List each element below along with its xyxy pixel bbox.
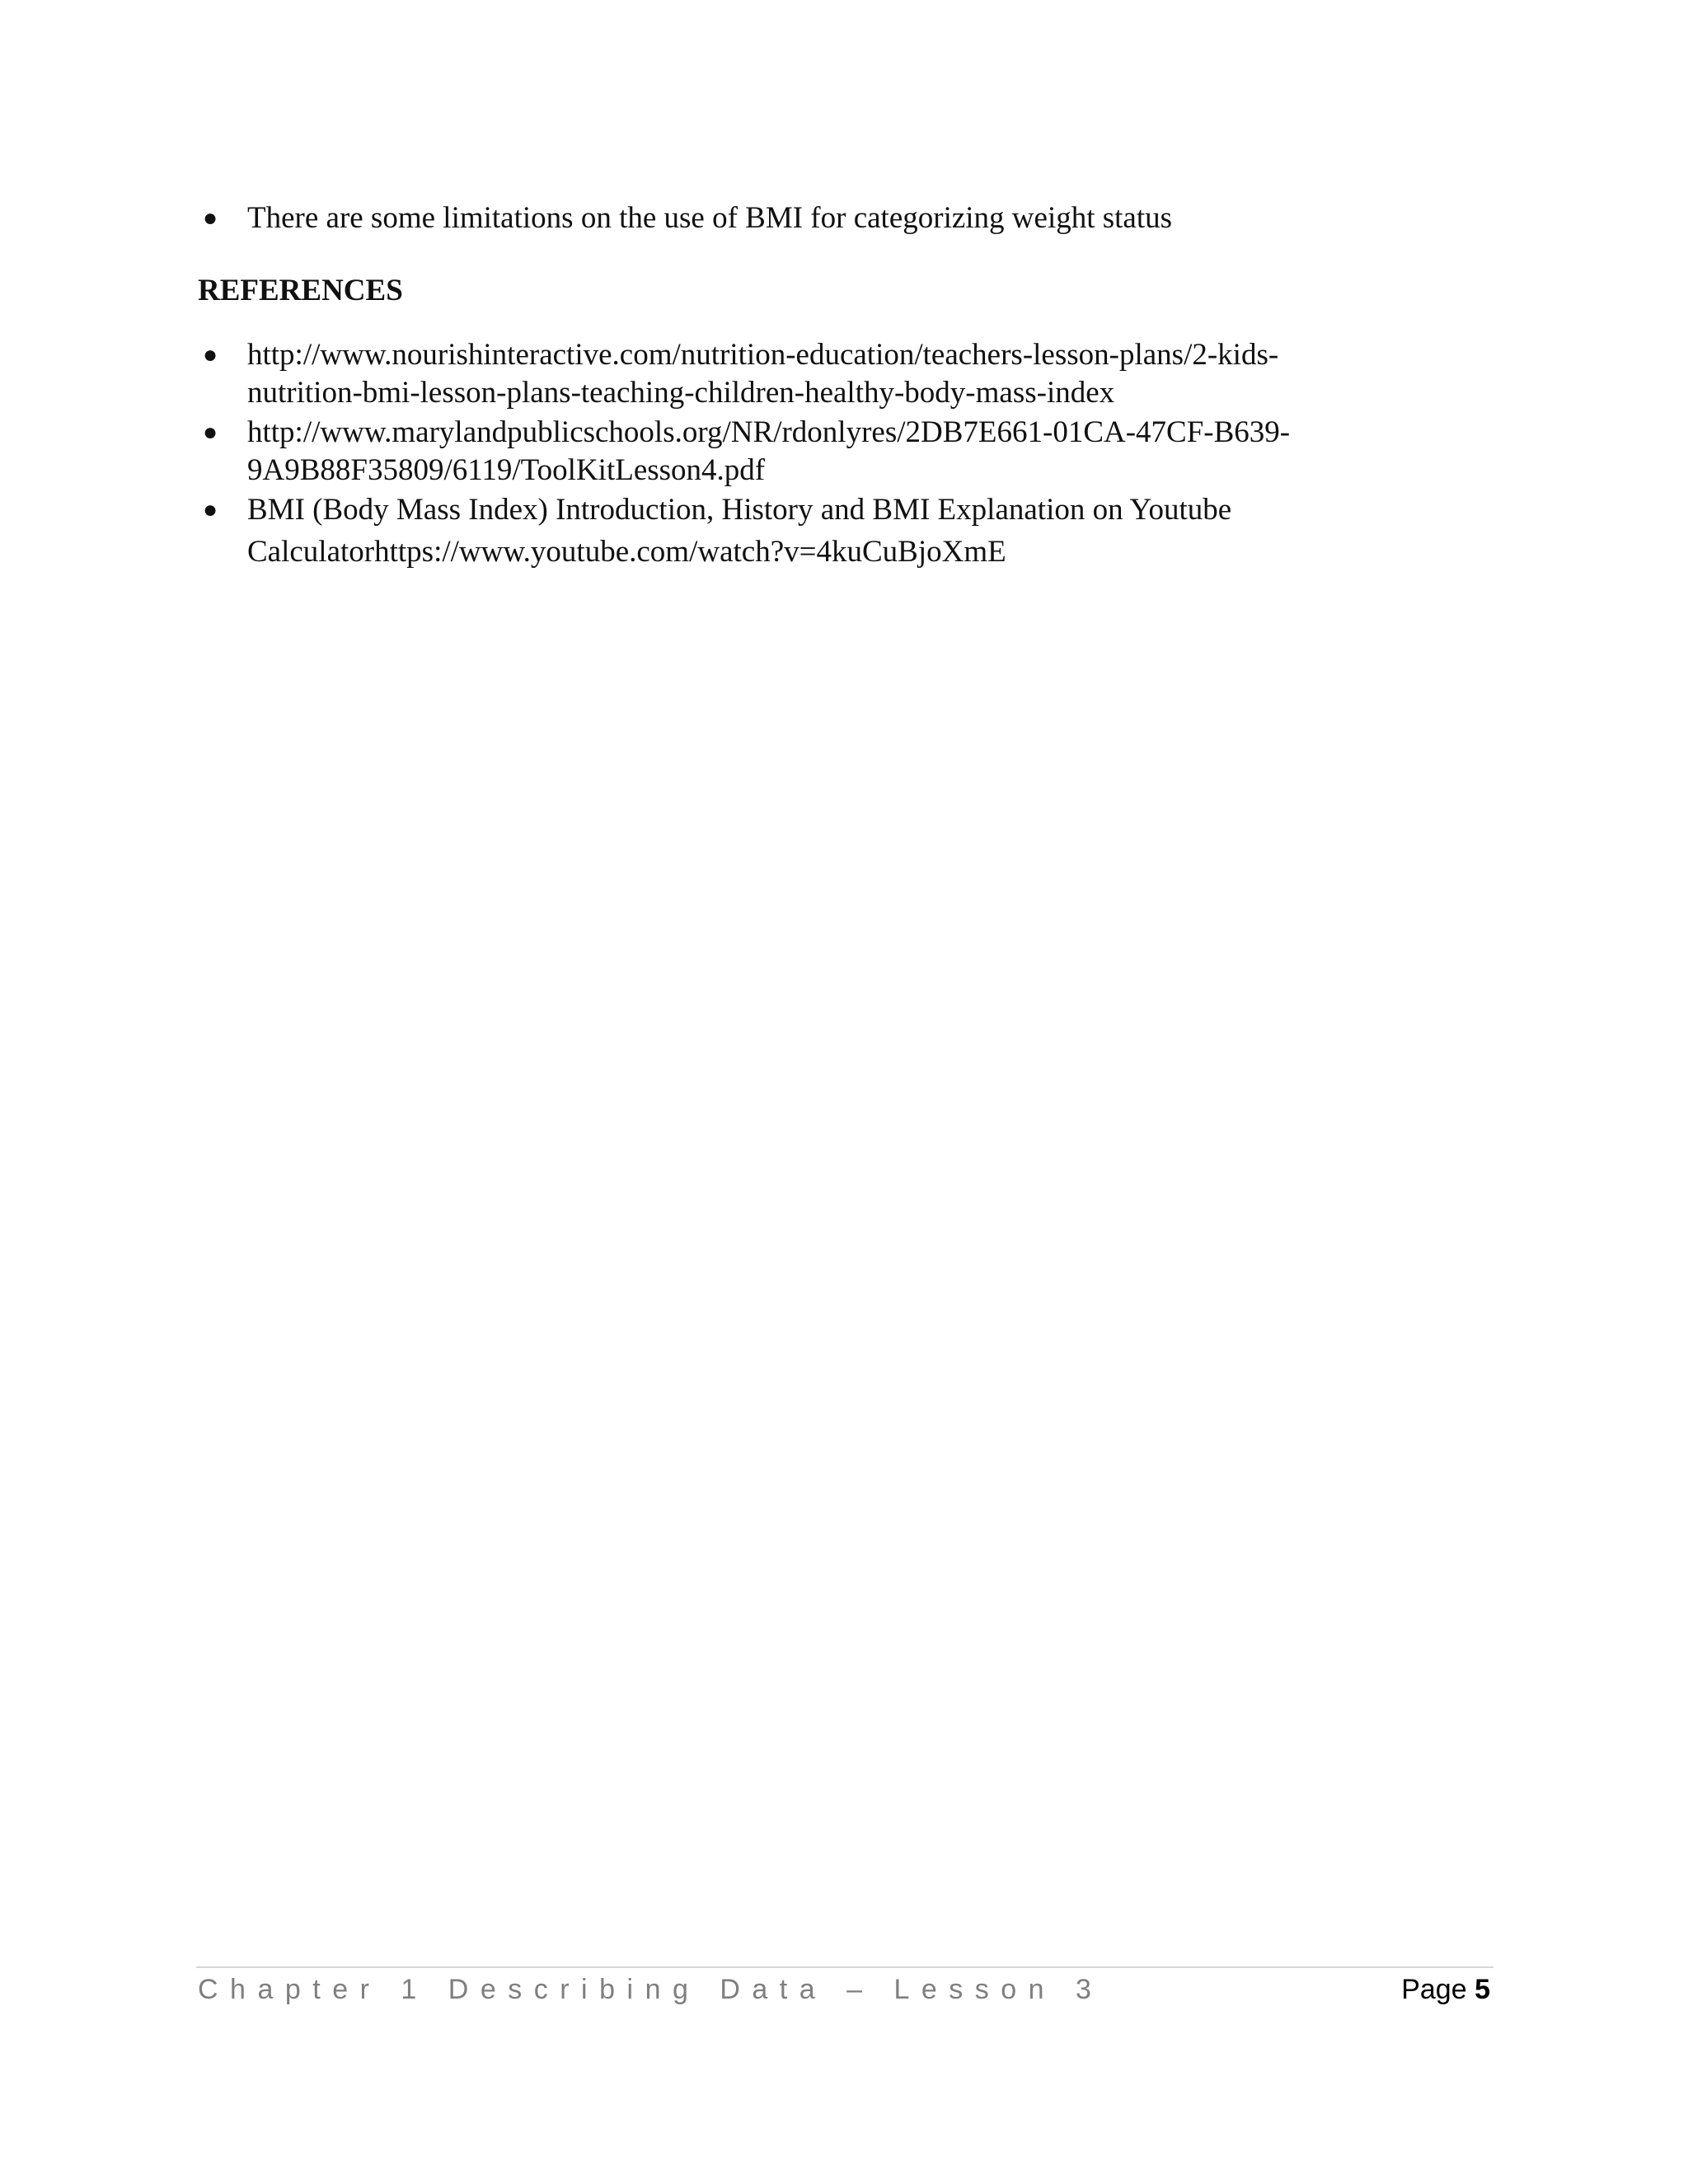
- references-list: [202, 336, 1451, 577]
- reference-link-line[interactable]: http://www.marylandpublicschools.org/NR/rdonlyres/2DB7E661-01CA-47CF-B639-: [247, 415, 1291, 449]
- reference-item: [202, 414, 1451, 490]
- list-item: [202, 199, 1451, 237]
- references-heading: REFERENCES: [198, 274, 403, 307]
- reference-link-line[interactable]: nutrition-bmi-lesson-plans-teaching-children-healthy-body-mass-index: [247, 376, 1115, 410]
- bullet-icon: ●: [202, 341, 218, 368]
- reference-link-line[interactable]: Calculatorhttps://www.youtube.com/watch?v=4kuCuBjoXmE: [247, 535, 1006, 569]
- bullet-icon: ●: [202, 419, 218, 446]
- reference-link-line[interactable]: 9A9B88F35809/6119/ToolKitLesson4.pdf: [247, 453, 766, 487]
- bullet-icon: ●: [202, 204, 218, 232]
- bullet-icon: ●: [202, 496, 218, 523]
- reference-link-line[interactable]: http://www.nourishinteractive.com/nutrition-education/teachers-lesson-plans/2-kids-: [247, 338, 1279, 372]
- bullet-text: There are some limitations on the use of BMI for categorizing weight status: [247, 201, 1173, 235]
- footer-divider: [196, 1966, 1493, 1968]
- reference-item: [202, 491, 1451, 575]
- reference-text-line: BMI (Body Mass Index) Introduction, History and BMI Explanation on Youtube: [247, 493, 1232, 527]
- footer-chapter-title: Chapter 1 Describing Data – Lesson 3: [198, 1974, 1104, 2005]
- intro-bullet-list: [202, 199, 1451, 237]
- reference-item: [202, 336, 1451, 412]
- page-label: Page: [1401, 1974, 1467, 2005]
- page-number: 5: [1475, 1974, 1490, 2005]
- footer-page-number: [1401, 1971, 1490, 2008]
